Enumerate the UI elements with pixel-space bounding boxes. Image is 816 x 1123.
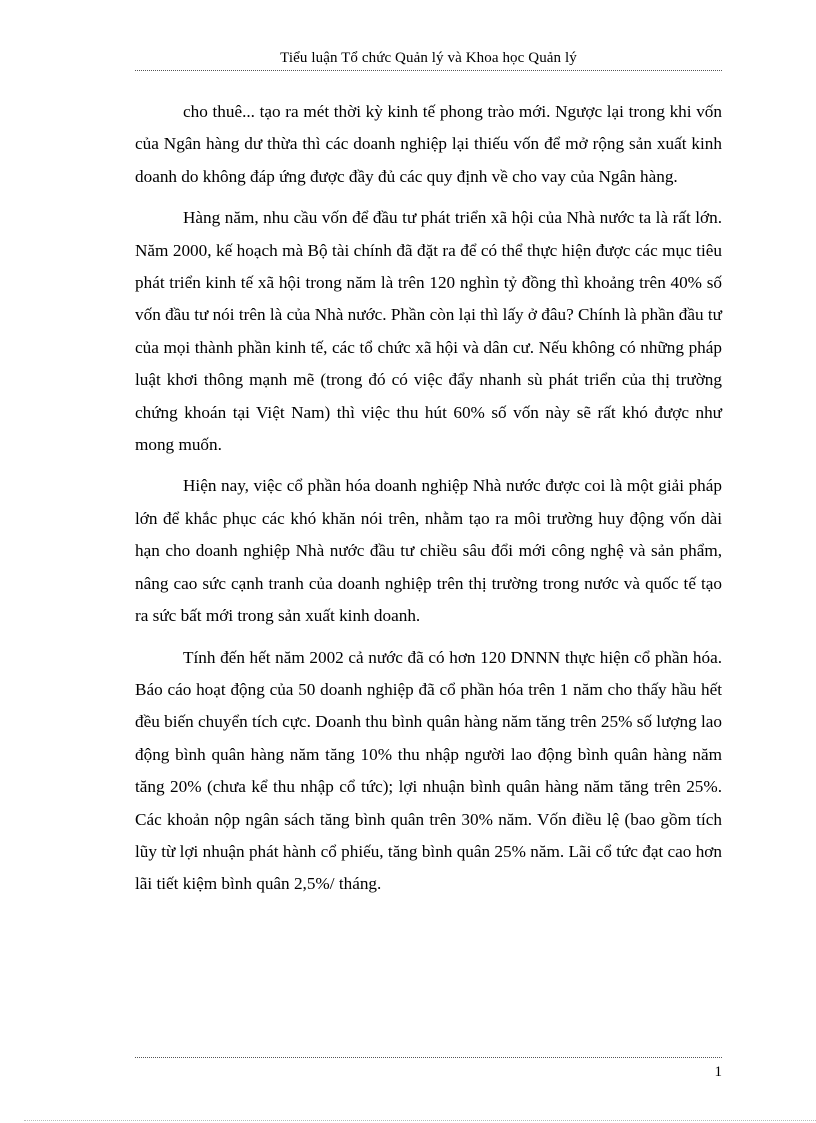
paragraph-1: cho thuê... tạo ra mét thời kỳ kinh tế phong trào mới. Ngược lại trong khi vốn của Ngân hàng dư thừa thì các doanh nghiệp lại thiếu vốn để mở rộng sản xuất kinh doanh do không đáp ứng được đầy đủ các quy định về cho vay của Ngân hàng.: [135, 102, 722, 186]
paragraph-4: Tính đến hết năm 2002 cả nước đã có hơn 120 DNNN thực hiện cổ phần hóa. Báo cáo hoạt động của 50 doanh nghiệp đã cổ phần hóa trên 1 năm cho thấy hầu hết đều biến chuyển tích cực. Doanh thu bình quân hàng năm tăng trên 25% số lượng lao động bình quân hàng năm tăng 10% thu nhập người lao động bình quân hàng năm tăng 20% (chưa kể thu nhập cổ tức); lợi nhuận bình quân hàng năm tăng trên 25%. Các khoản nộp ngân sách tăng bình quân trên 30% năm. Vốn điều lệ (bao gồm tích lũy từ lợi nhuận phát hành cổ phiếu, tăng bình quân 25% năm. Lãi cổ tức đạt cao hơn lãi tiết kiệm bình quân 2,5%/ tháng.: [135, 647, 722, 894]
header-title: Tiểu luận Tổ chức Quản lý và Khoa học Quản lý: [280, 50, 577, 66]
document-body: [135, 96, 722, 910]
paragraph-2: Hàng năm, nhu cầu vốn để đầu tư phát triển xã hội của Nhà nước ta là rất lớn. Năm 2000, kế hoạch mà Bộ tài chính đã đặt ra để có thể thực hiện được các mục tiêu phát triển kinh tế xã hội trong năm là trên 120 nghìn tỷ đồng thì khoảng trên 40% số vốn đầu tư nói trên là của Nhà nước. Phần còn lại thì lấy ở đâu? Chính là phần đầu tư của mọi thành phần kinh tế, các tổ chức xã hội và dân cư. Nếu không có những pháp luật khơi thông mạnh mẽ (trong đó có việc đẩy nhanh sù phát triển của thị trường chứng khoán tại Việt Nam) thì việc thu hút 60% số vốn này sẽ rất khó được như mong muốn.: [135, 208, 722, 455]
page-number: 1: [714, 1064, 722, 1080]
page-bottom-divider: [24, 1120, 816, 1121]
paragraph-3: Hiện nay, việc cổ phần hóa doanh nghiệp Nhà nước được coi là một giải pháp lớn để khắc phục các khó khăn nói trên, nhằm tạo ra môi trường huy động vốn dài hạn cho doanh nghiệp Nhà nước đầu tư chiều sâu đổi mới công nghệ và sản phẩm, nâng cao sức cạnh tranh của doanh nghiệp trên thị trường trong nước và quốc tế tạo ra sức bất mới trong sản xuất kinh doanh.: [135, 476, 722, 626]
footer-rule: [135, 1057, 722, 1058]
page-header: [135, 46, 722, 71]
